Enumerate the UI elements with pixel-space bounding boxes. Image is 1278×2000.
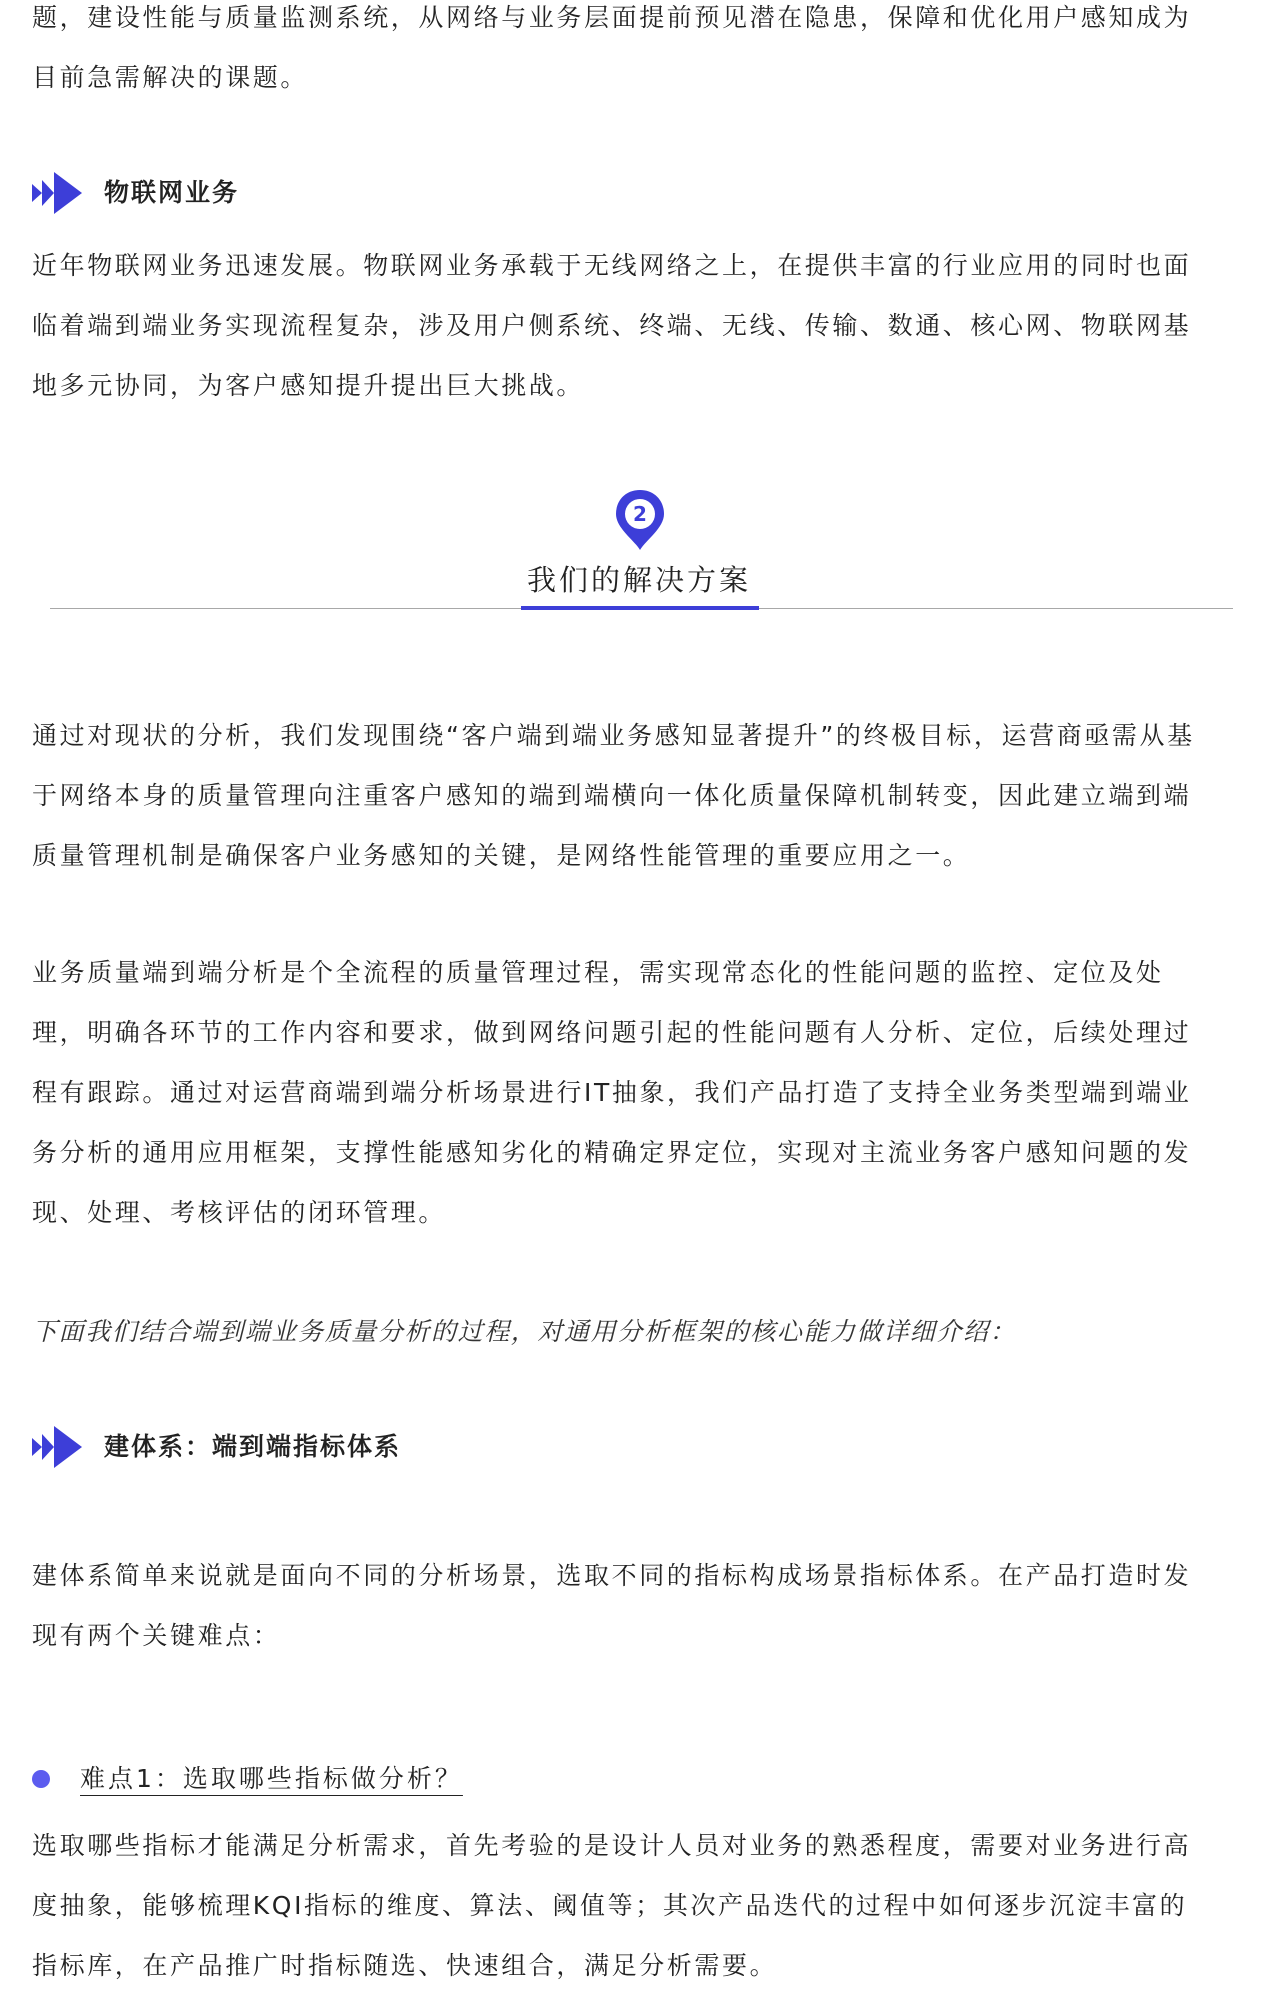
heading-accent-bar [521,606,759,610]
difficulty-label: 难点1：选取哪些指标做分析？ [80,1764,463,1793]
difficulty-bullet [32,1762,732,1802]
text-line: 选取哪些指标才能满足分析需求，首先考验的是设计人员对业务的熟悉程度，需要对业务进行高 [32,1831,1192,1860]
solution-paragraph-2 [32,943,1252,1243]
text-line: 下面我们结合端到端业务质量分析的过程，对通用分析框架的核心能力做详细介绍： [32,1317,1017,1346]
text-line: 度抽象，能够梳理KQI指标的维度、算法、阈值等；其次产品迭代的过程中如何逐步沉淀丰富的 [32,1891,1188,1920]
text-line: 于网络本身的质量管理向注重客户感知的端到端横向一体化质量保障机制转变，因此建立端到端 [32,781,1192,810]
text-line: 理，明确各环节的工作内容和要求，做到网络问题引起的性能问题有人分析、定位，后续处理过 [32,1018,1192,1047]
step-number: 2 [633,502,647,526]
step-heading: 我们的解决方案 [526,563,751,597]
intro-paragraph [32,0,1252,108]
text-line: 题，建设性能与质量监测系统，从网络与业务层面提前预见潜在隐患，保障和优化用户感知成为 [32,3,1192,32]
bullet-dot [32,1770,50,1788]
text-line: 临着端到端业务实现流程复杂，涉及用户侧系统、终端、无线、传输、数通、核心网、物联网基 [32,311,1192,340]
text-line: 指标库，在产品推广时指标随选、快速组合，满足分析需要。 [32,1951,778,1980]
iot-paragraph [32,236,1252,416]
section-heading-system [30,1422,730,1472]
text-line: 地多元协同，为客户感知提升提出巨大挑战。 [32,371,585,400]
text-line: 现、处理、考核评估的闭环管理。 [32,1198,447,1227]
double-chevron-right-icon [30,1422,86,1472]
system-paragraph [32,1546,1252,1666]
section-title: 建体系：端到端指标体系 [104,1432,402,1461]
double-chevron-right-icon [30,168,86,218]
text-line: 质量管理机制是确保客户业务感知的关键，是网络性能管理的重要应用之一。 [32,841,971,870]
section-heading-iot [30,168,730,218]
section-title: 物联网业务 [104,178,240,207]
text-line: 务分析的通用应用框架，支撑性能感知劣化的精确定界定位，实现对主流业务客户感知问题的发 [32,1138,1192,1167]
difficulty-paragraph [32,1816,1252,1996]
text-line: 目前急需解决的课题。 [32,63,309,92]
text-line: 业务质量端到端分析是个全流程的质量管理过程，需实现常态化的性能问题的监控、定位及处 [32,958,1164,987]
text-line: 近年物联网业务迅速发展。物联网业务承载于无线网络之上，在提供丰富的行业应用的同时也面 [32,251,1192,280]
solution-paragraph-1 [32,706,1252,886]
text-line: 通过对现状的分析，我们发现围绕“客户端到端业务感知显著提升”的终极目标，运营商亟需从基 [32,721,1195,750]
step-header [0,488,1278,618]
text-line: 现有两个关键难点： [32,1621,281,1650]
text-line: 程有跟踪。通过对运营商端到端分析场景进行IT抽象，我们产品打造了支持全业务类型端到端业 [32,1078,1192,1107]
italic-intro-line [32,1302,1252,1362]
step-number-pin-icon [614,488,666,552]
text-line: 建体系简单来说就是面向不同的分析场景，选取不同的指标构成场景指标体系。在产品打造时发 [32,1561,1192,1590]
